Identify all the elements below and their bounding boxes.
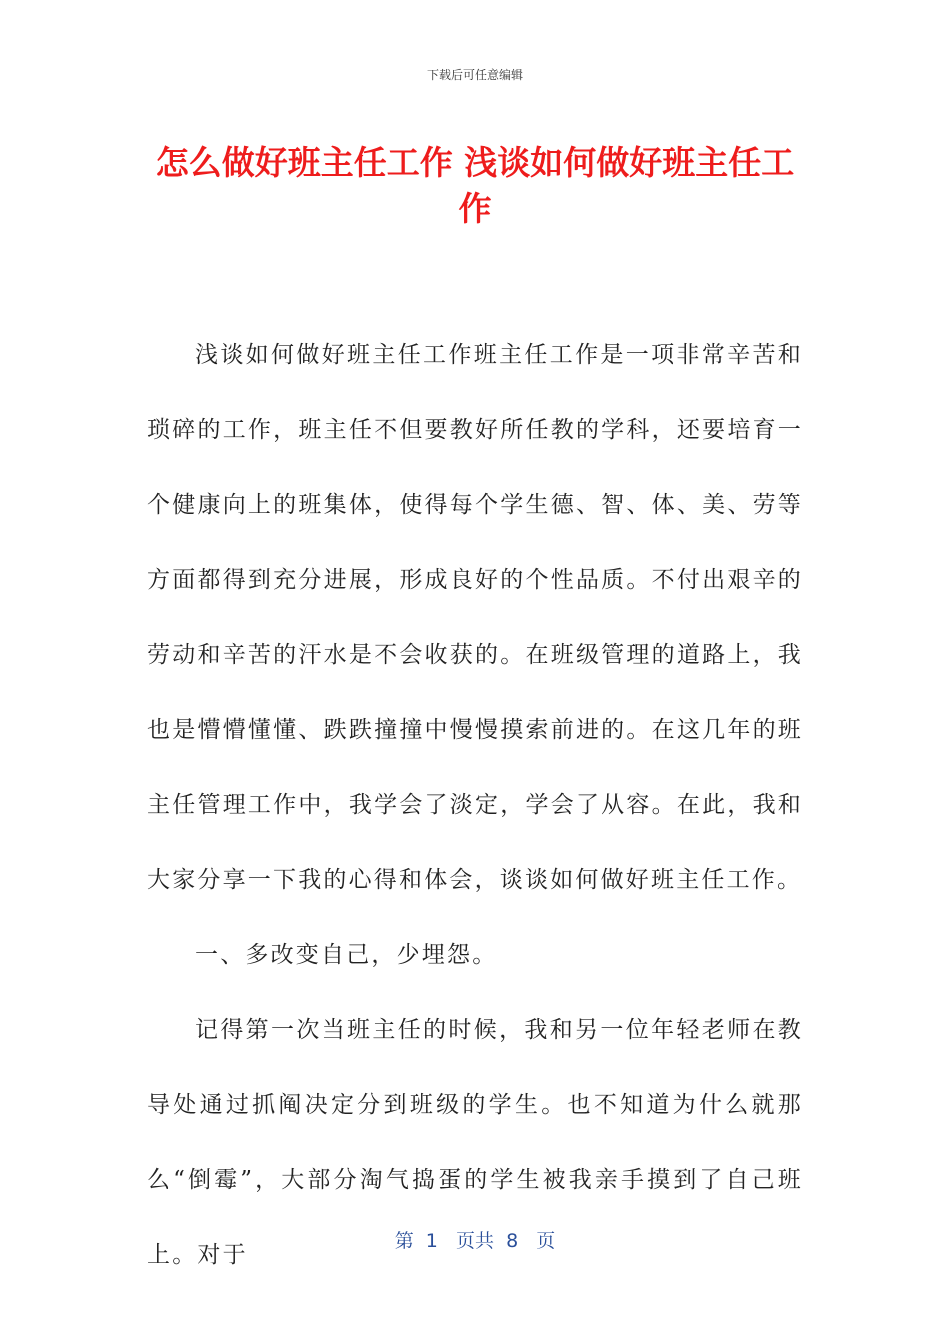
- page-footer: 第 1 页共 8 页: [394, 1230, 556, 1252]
- paragraph-section-heading: 一、多改变自己，少埋怨。: [195, 942, 498, 968]
- document-title: 怎么做好班主任工作 浅谈如何做好班主任工作: [155, 143, 795, 228]
- paragraph-intro: 浅谈如何做好班主任工作班主任工作是一项非常辛苦和琐碎的工作，班主任不但要教好所任教的学科，还要培育一个健康向上的班集体，使得每个学生德、智、体、美、劳等方面都得到充分进展，形成良好的个性品质。不付出艰辛的劳动和辛苦的汗水是不会收获的。在班级管理的道路上，我也是懵懵懂懂、跌跌撞撞中慢慢摸索前进的。在这几年的班主任管理工作中，我学会了淡定，学会了从容。在此，我和大家分享一下我的心得和体会，谈谈如何做好班主任工作。: [147, 342, 803, 893]
- document-body: [147, 318, 803, 1293]
- header-note: 下载后可任意编辑: [426, 68, 523, 82]
- paragraph-story: 记得第一次当班主任的时候，我和另一位年轻老师在教导处通过抓阄决定分到班级的学生。也不知道为什么就那么“倒霉”，大部分淘气捣蛋的学生被我亲手摸到了自己班上。对于: [147, 1017, 803, 1268]
